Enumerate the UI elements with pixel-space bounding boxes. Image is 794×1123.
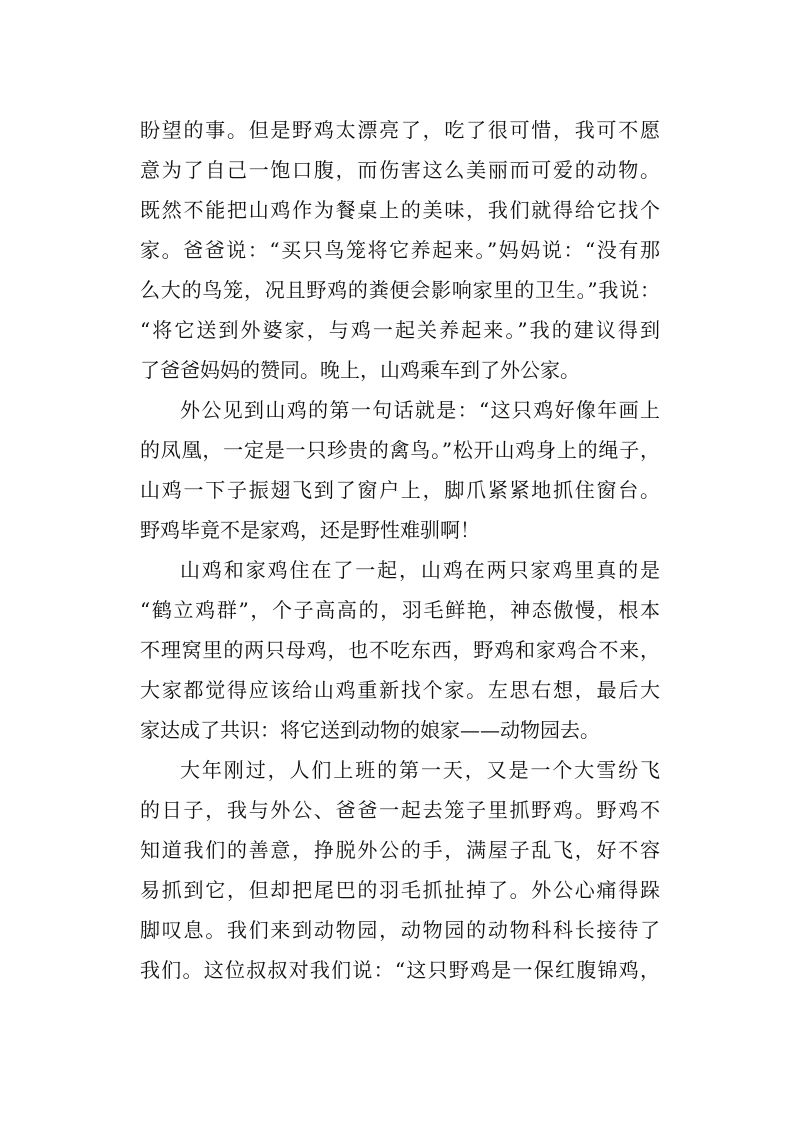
text-line: 家达成了共识：将它送到动物的娘家——动物园去。 [140,718,600,742]
text-line: 我们。这位叔叔对我们说：“这只野鸡是一保红腹锦鸡， [140,958,660,982]
text-line: 易抓到它，但却把尾巴的羽毛抓扯掉了。外公心痛得跺 [140,878,660,902]
paragraph-first-line: 外公见到山鸡的第一句话就是：“这只鸡好像年画上 [180,398,660,422]
text-line: 么大的鸟笼，况且野鸡的粪便会影响家里的卫生。”我说： [140,278,660,302]
text-line: 既然不能把山鸡作为餐桌上的美味，我们就得给它找个 [140,198,660,222]
text-line: “将它送到外婆家，与鸡一起关养起来。”我的建议得到 [140,318,660,342]
text-line: 的凤凰，一定是一只珍贵的禽鸟。”松开山鸡身上的绳子， [140,438,660,462]
text-line: “鹤立鸡群”，个子高高的，羽毛鲜艳，神态傲慢，根本 [140,598,660,622]
paragraph-first-line: 大年刚过，人们上班的第一天，又是一个大雪纷飞 [180,758,660,782]
body-text [140,110,660,990]
text-line: 盼望的事。但是野鸡太漂亮了，吃了很可惜，我可不愿 [140,118,660,142]
text-line: 意为了自己一饱口腹，而伤害这么美丽而可爱的动物。 [140,158,660,182]
text-line: 家。爸爸说：“买只鸟笼将它养起来。”妈妈说：“没有那 [140,238,660,262]
text-line: 了爸爸妈妈的赞同。晚上，山鸡乘车到了外公家。 [140,358,580,382]
text-line: 不理窝里的两只母鸡，也不吃东西，野鸡和家鸡合不来， [140,638,660,662]
text-line: 脚叹息。我们来到动物园，动物园的动物科科长接待了 [140,918,660,942]
text-line: 山鸡一下子振翅飞到了窗户上，脚爪紧紧地抓住窗台。 [140,478,660,502]
text-line: 大家都觉得应该给山鸡重新找个家。左思右想，最后大 [140,678,660,702]
paragraph-first-line: 山鸡和家鸡住在了一起，山鸡在两只家鸡里真的是 [180,558,660,582]
text-line: 的日子，我与外公、爸爸一起去笼子里抓野鸡。野鸡不 [140,798,660,822]
text-line: 知道我们的善意，挣脱外公的手，满屋子乱飞，好不容 [140,838,660,862]
text-line: 野鸡毕竟不是家鸡，还是野性难驯啊！ [140,518,480,542]
